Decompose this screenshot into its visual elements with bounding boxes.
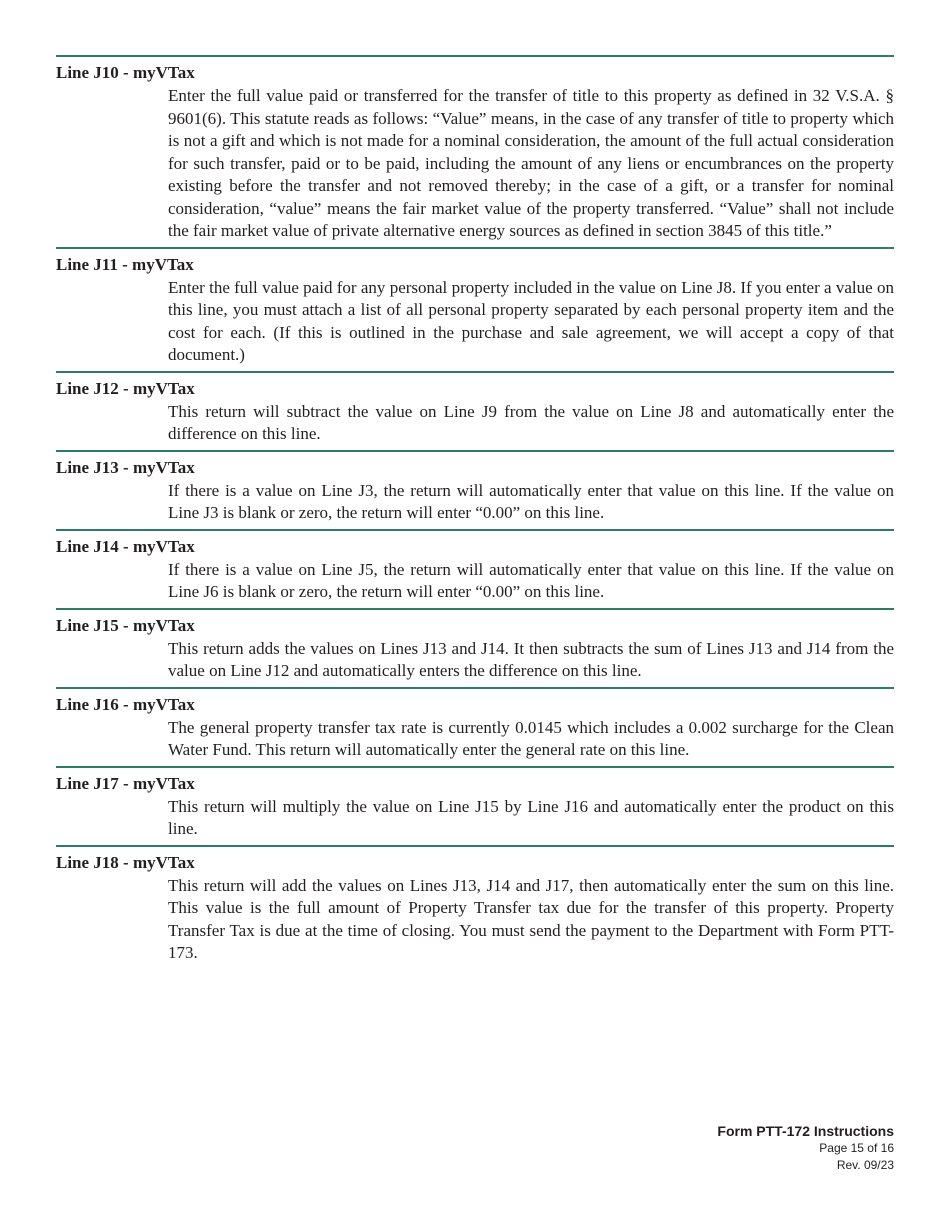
section-line-j18: [56, 845, 894, 969]
form-title: Form PTT-172 Instructions: [717, 1123, 894, 1139]
section-text: If there is a value on Line J5, the return will automatically enter that value on this line. If the value on Line J6 is blank or zero, the return will enter “0.00” on this line.: [168, 559, 894, 601]
section-text: If there is a value on Line J3, the return will automatically enter that value on this line. If the value on Line J3 is blank or zero, the return will enter “0.00” on this line.: [168, 480, 894, 522]
section-text: This return will multiply the value on Line J15 by Line J16 and automatically enter the product on this line.: [168, 796, 894, 838]
section-heading: Line J18 - myVTax: [56, 852, 195, 872]
section-text: The general property transfer tax rate is currently 0.0145 which includes a 0.002 surcharge for the Clean Water Fund. This return will automatically enter the general rate on this line.: [168, 717, 894, 759]
section-heading: Line J14 - myVTax: [56, 536, 195, 556]
revision-date: Rev. 09/23: [836, 1158, 894, 1172]
section-line-j16: [56, 687, 894, 766]
section-text: Enter the full value paid for any personal property included in the value on Line J8. If you enter a value on this line, you must attach a list of all personal property separated by each personal property item and the cost for each. (If this is outlined in the purchase and sale agreement, we will accept a copy of that document.): [168, 277, 894, 364]
section-heading: Line J10 - myVTax: [56, 63, 195, 82]
section-heading: Line J16 - myVTax: [56, 694, 195, 714]
section-line-j13: [56, 450, 894, 529]
section-line-j15: [56, 608, 894, 687]
section-heading: Line J17 - myVTax: [56, 773, 195, 793]
section-heading: Line J12 - myVTax: [56, 378, 195, 398]
instructions-body: [56, 55, 894, 969]
section-text: This return adds the values on Lines J13 and J14. It then subtracts the sum of Lines J13 and J14 from the value on Line J12 and automatically enters the difference on this line.: [168, 638, 894, 680]
page-number: Page 15 of 16: [819, 1141, 894, 1155]
section-line-j10: [56, 55, 894, 247]
section-text: This return will add the values on Lines J13, J14 and J17, then automatically enter the sum on this line. This value is the full amount of Property Transfer tax due for the transfer of this property. Property Transfer Tax is due at the time of closing. You must send the payment to the Department with Form PTT-173.: [168, 875, 894, 962]
section-heading: Line J11 - myVTax: [56, 254, 194, 274]
section-line-j14: [56, 529, 894, 608]
section-heading: Line J13 - myVTax: [56, 457, 195, 477]
section-heading: Line J15 - myVTax: [56, 615, 195, 635]
section-line-j17: [56, 766, 894, 845]
page-footer: [717, 1122, 894, 1174]
section-line-j12: [56, 371, 894, 450]
section-line-j11: [56, 247, 894, 371]
section-text: This return will subtract the value on Line J9 from the value on Line J8 and automatically enter the difference on this line.: [168, 401, 894, 443]
section-text: Enter the full value paid or transferred for the transfer of title to this property as defined in 32 V.S.A. § 9601(6). This statute reads as follows: “Value” means, in the case of any transfer of title to property which is not a gift and which is not made for a nominal consideration, the amount of the full actual consideration for such transfer, paid or to be paid, including the amount of any liens or encumbrances on the property existing before the transfer and not removed thereby; in the case of a gift, or a transfer for nominal consideration, “value” means the fair market value of the property transferred. “Value” shall not include the fair market value of private alternative energy sources as defined in section 3845 of this title.”: [168, 86, 894, 240]
